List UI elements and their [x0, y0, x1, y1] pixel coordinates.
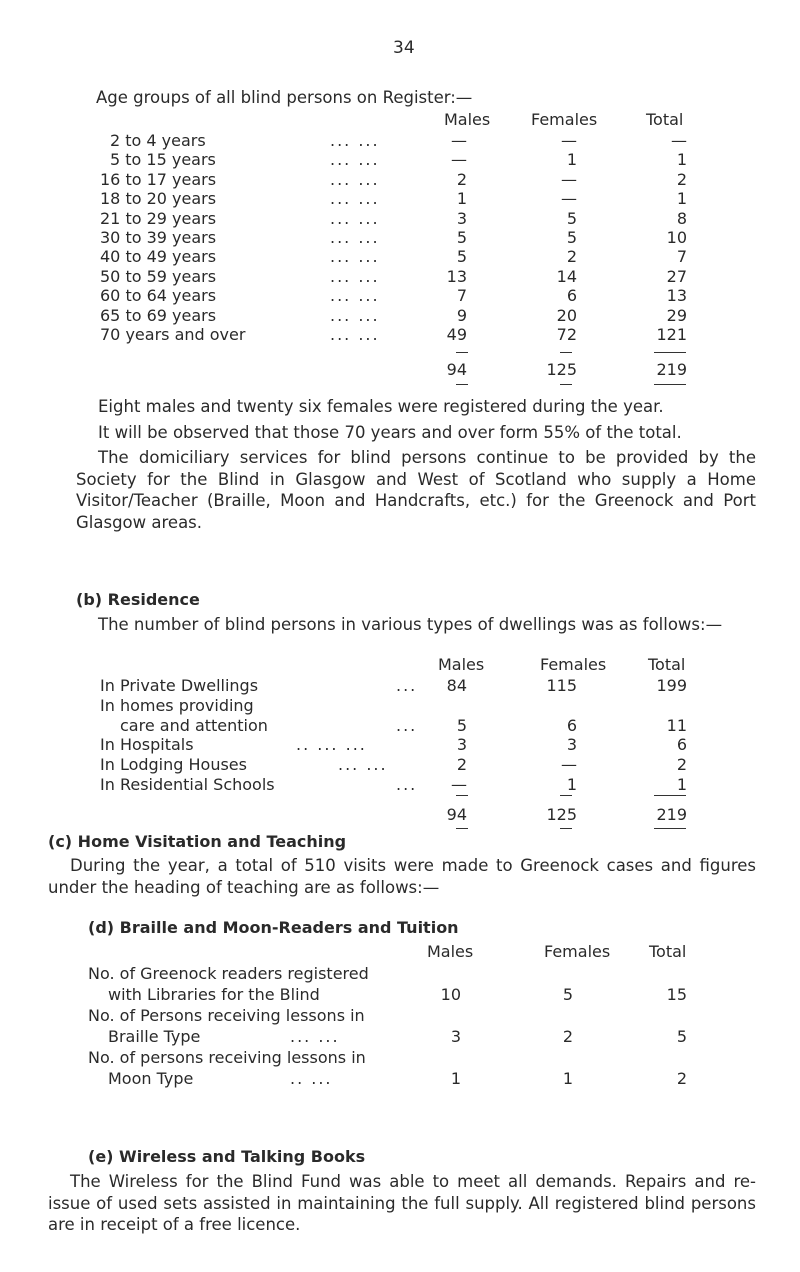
females-value: —: [561, 169, 577, 189]
females-value: 1: [566, 775, 577, 794]
divider: [456, 828, 468, 829]
females-value: 14: [556, 266, 577, 286]
females-value: 1: [566, 150, 577, 170]
total-value: 13: [666, 286, 687, 306]
females-value: —: [561, 131, 577, 150]
age-groups-intro: Age groups of all blind persons on Register:—: [96, 88, 473, 107]
table-row: [0, 228, 800, 248]
row-label-line2: Braille Type: [108, 1027, 201, 1046]
leader-dots: ...: [396, 775, 418, 794]
total-value: 27: [666, 266, 687, 286]
leader-dots: ... ...: [330, 131, 380, 150]
divider: [560, 352, 572, 353]
row-label-line1: No. of Greenock readers registered: [88, 964, 369, 983]
divider: [654, 384, 686, 385]
table-row: [0, 755, 800, 775]
leader-dots: ... ...: [330, 305, 380, 325]
row-label: 2 to 4 years: [110, 131, 206, 150]
total-value: —: [671, 131, 687, 150]
braille-header: [0, 942, 800, 962]
row-label: In homes providing: [100, 695, 254, 715]
col-males: Males: [427, 942, 474, 961]
table-row: [0, 306, 800, 326]
males-value: 5: [456, 715, 467, 735]
females-value: —: [561, 189, 577, 209]
wireless-heading: (e) Wireless and Talking Books: [88, 1147, 366, 1166]
row-label: In Private Dwellings: [100, 676, 259, 695]
col-total: Total: [648, 655, 686, 674]
age-groups-totals: [0, 360, 800, 380]
total-value: 15: [666, 985, 687, 1004]
row-label: 50 to 59 years: [100, 266, 217, 286]
row-label: In Residential Schools: [100, 775, 275, 794]
row-label: 5 to 15 years: [110, 150, 216, 170]
table-row: [0, 775, 800, 795]
intro-paragraphs: [76, 396, 756, 537]
leader-dots: ... ...: [330, 150, 380, 170]
males-value: —: [451, 150, 467, 170]
males-value: —: [451, 775, 467, 794]
row-label: care and attention: [120, 715, 268, 735]
leader-dots: .. ... ...: [296, 735, 367, 755]
divider: [560, 795, 572, 796]
col-total: Total: [646, 110, 684, 129]
table-row: [0, 1027, 800, 1047]
col-females: Females: [540, 655, 607, 674]
females-value: 2: [562, 1027, 573, 1046]
total-females: 125: [546, 805, 577, 824]
males-value: 9: [456, 305, 467, 325]
total-value: 1: [676, 189, 687, 209]
leader-dots: ... ...: [330, 208, 380, 228]
females-value: 20: [556, 305, 577, 325]
divider: [456, 384, 468, 385]
males-value: 2: [456, 169, 467, 189]
females-value: 5: [562, 985, 573, 1004]
leader-dots: ... ...: [330, 247, 380, 267]
row-label-line2: Moon Type: [108, 1069, 194, 1088]
age-groups-header: [0, 110, 800, 130]
divider: [456, 795, 468, 796]
table-row: [0, 247, 800, 267]
row-label: 21 to 29 years: [100, 208, 217, 228]
leader-dots: .. ...: [290, 1069, 333, 1088]
table-row: [0, 696, 800, 716]
table-row: [0, 1006, 800, 1026]
table-row: [0, 716, 800, 736]
residence-totals: [0, 805, 800, 825]
table-row: [0, 964, 800, 984]
residence-intro-block: [76, 614, 756, 640]
leader-dots: ... ...: [338, 755, 388, 775]
leader-dots: ... ...: [330, 286, 380, 306]
home-visitation-heading: (c) Home Visitation and Teaching: [48, 832, 347, 851]
total-value: 2: [676, 169, 687, 189]
divider: [654, 352, 686, 353]
total-value: 2: [676, 1069, 687, 1088]
residence-intro: The number of blind persons in various types of dwellings was as follows:—: [98, 615, 723, 634]
males-value: 49: [446, 325, 467, 344]
total-value: 7: [676, 247, 687, 267]
table-row: [0, 1069, 800, 1089]
divider: [456, 352, 468, 353]
total-value: 11: [666, 715, 687, 735]
divider: [654, 828, 686, 829]
total-males: 94: [446, 360, 467, 379]
females-value: —: [561, 755, 577, 775]
table-row: [0, 209, 800, 229]
total-value: 2: [676, 755, 687, 775]
wireless-text: The Wireless for the Blind Fund was able to meet all demands. Repairs and re-issue of used sets assisted in maintaining the full supply. All registered blind persons are in receipt of a free licence.: [48, 1172, 756, 1234]
table-row: [0, 267, 800, 287]
total-all: 219: [656, 805, 687, 824]
males-value: 5: [456, 228, 467, 247]
row-label: 65 to 69 years: [100, 305, 217, 325]
table-row: [0, 1048, 800, 1068]
table-row: [0, 985, 800, 1005]
row-label: 30 to 39 years: [100, 228, 217, 247]
females-value: 3: [566, 735, 577, 755]
wireless-block: [48, 1171, 756, 1240]
divider: [560, 384, 572, 385]
leader-dots: ... ...: [330, 325, 380, 344]
row-label: 40 to 49 years: [100, 247, 217, 267]
page-number: 34: [393, 38, 415, 58]
males-value: 1: [456, 189, 467, 209]
total-value: 29: [666, 305, 687, 325]
leader-dots: ... ...: [330, 228, 380, 247]
row-label: 18 to 20 years: [100, 189, 217, 209]
males-value: 5: [456, 247, 467, 267]
females-value: 6: [566, 715, 577, 735]
females-value: 72: [556, 325, 577, 344]
males-value: 7: [456, 286, 467, 306]
total-value: 6: [676, 735, 687, 755]
females-value: 115: [546, 676, 577, 695]
home-visitation-text: During the year, a total of 510 visits were made to Greenock cases and figures under the heading of teaching are as follows:—: [48, 856, 756, 897]
divider: [560, 828, 572, 829]
row-label: In Lodging Houses: [100, 755, 247, 775]
table-row: [0, 170, 800, 190]
females-value: 1: [562, 1069, 573, 1088]
total-males: 94: [446, 805, 467, 824]
row-label-line1: No. of Persons receiving lessons in: [88, 1006, 365, 1025]
leader-dots: ... ...: [330, 189, 380, 209]
residence-header: [0, 655, 800, 675]
females-value: 6: [566, 286, 577, 306]
col-males: Males: [444, 110, 491, 129]
para-domiciliary: The domiciliary services for blind persons continue to be provided by the Society for the Blind in Glasgow and West of Scotland who supply a Home Visitor/Teacher (Braille, Moon and Handcrafts, etc.) for the Greenock and Port Glasgow areas.: [76, 448, 756, 532]
total-value: 10: [666, 228, 687, 247]
row-label: 70 years and over: [100, 325, 246, 344]
females-value: 2: [566, 247, 577, 267]
males-value: —: [451, 131, 467, 150]
males-value: 84: [446, 676, 467, 695]
total-females: 125: [546, 360, 577, 379]
males-value: 10: [440, 985, 461, 1004]
total-value: 199: [656, 676, 687, 695]
para-registered: Eight males and twenty six females were registered during the year.: [98, 397, 664, 416]
table-row: [0, 189, 800, 209]
males-value: 3: [456, 208, 467, 228]
table-row: [0, 735, 800, 755]
males-value: 2: [456, 755, 467, 775]
row-label: In Hospitals: [100, 735, 194, 755]
total-value: 1: [676, 775, 687, 794]
total-value: 5: [676, 1027, 687, 1046]
col-males: Males: [438, 655, 485, 674]
leader-dots: ... ...: [330, 266, 380, 286]
total-value: 8: [676, 208, 687, 228]
row-label-line2: with Libraries for the Blind: [108, 985, 320, 1004]
females-value: 5: [566, 228, 577, 247]
table-row: [0, 150, 800, 170]
residence-heading: (b) Residence: [76, 590, 200, 609]
row-label: 60 to 64 years: [100, 286, 217, 306]
row-label-line1: No. of persons receiving lessons in: [88, 1048, 366, 1067]
col-females: Females: [531, 110, 598, 129]
total-value: 121: [656, 325, 687, 344]
table-row: [0, 286, 800, 306]
divider: [654, 795, 686, 796]
males-value: 3: [456, 735, 467, 755]
leader-dots: ... ...: [330, 169, 380, 189]
para-observed: It will be observed that those 70 years and over form 55% of the total.: [98, 422, 682, 442]
total-all: 219: [656, 360, 687, 379]
leader-dots: ...: [396, 676, 418, 695]
table-row: [0, 676, 800, 696]
males-value: 3: [450, 1027, 461, 1046]
col-total: Total: [649, 942, 687, 961]
braille-heading: (d) Braille and Moon-Readers and Tuition: [88, 918, 459, 937]
total-value: 1: [676, 150, 687, 170]
col-females: Females: [544, 942, 611, 961]
leader-dots: ...: [396, 715, 418, 735]
males-value: 13: [446, 266, 467, 286]
row-label: 16 to 17 years: [100, 169, 217, 189]
leader-dots: ... ...: [290, 1027, 340, 1046]
females-value: 5: [566, 208, 577, 228]
table-row: [0, 131, 800, 151]
home-visitation-block: [48, 855, 756, 902]
table-row: [0, 325, 800, 345]
males-value: 1: [450, 1069, 461, 1088]
